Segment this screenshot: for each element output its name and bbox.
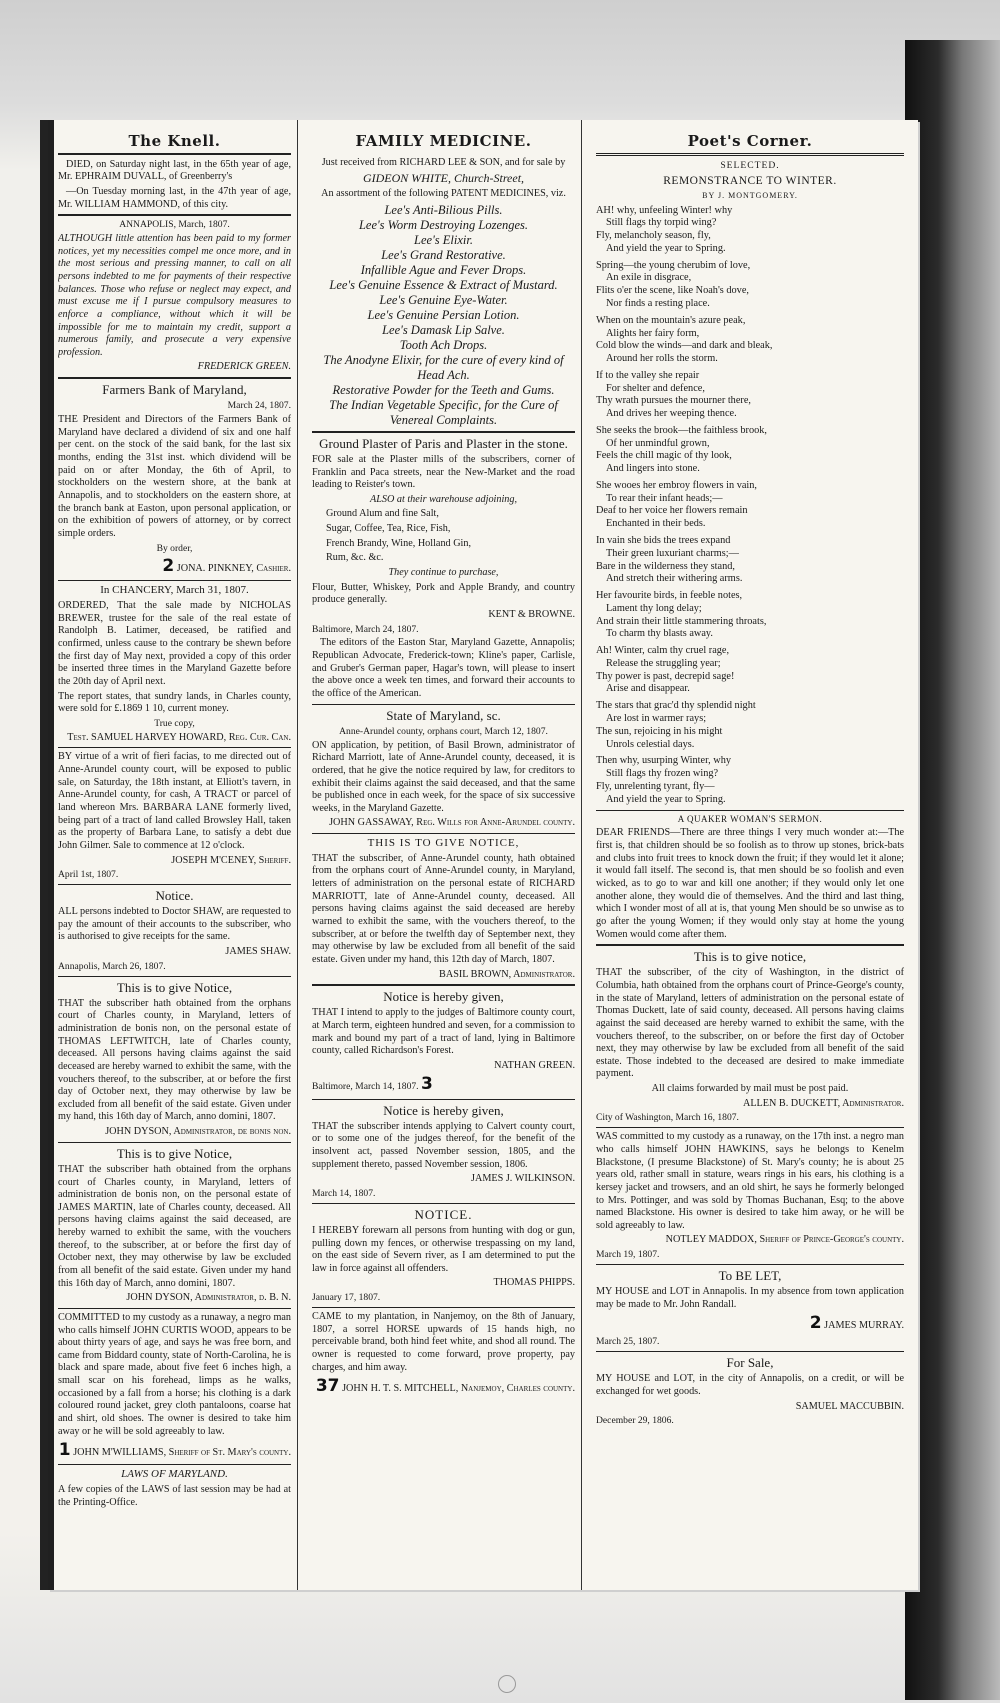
plaster-produce: Flour, Butter, Whiskey, Pork and Apple Brandy, and country produce generally. [312, 581, 575, 606]
divider [312, 1099, 575, 1100]
poem-line: Release the struggling year; [606, 657, 721, 669]
poem-line: Flits o'er the scene, like Noah's dove, [596, 285, 749, 297]
poem-stanza [596, 260, 904, 311]
poem-line: Feels the chill magic of thy look, [596, 450, 732, 462]
poem-byline: BY J. MONTGOMERY. [702, 190, 798, 200]
phipps-date: January 17, 1807. [312, 1292, 381, 1304]
maddox-date: March 19, 1807. [596, 1249, 660, 1261]
plaster-editors: The editors of the Easton Star, Maryland Gazette, Annapolis; Republican Advocate, Frederick-town; Kline's paper, Carlisle, and Gruber's German paper, Hagar's town, will please to insert the above once a week ten times, and forward their accounts to the office of the American. [312, 637, 575, 699]
medicine-item: Lee's Genuine Eye-Water. [379, 292, 508, 307]
green-dateline: ANNAPOLIS, March, 1807. [119, 219, 230, 231]
poem-line: Still flags thy torpid wing? [606, 217, 717, 229]
poem-stanza [596, 755, 904, 806]
phipps-body: I HEREBY forewarn all persons from hunting with dog or gun, pulling down my fences, or otherwise trespassing on my land, on the east side of Severn river, as I am determined to put the law in force against all offenders. [312, 1224, 575, 1274]
fieri-date: April 1st, 1807. [58, 869, 119, 881]
ink-mark: 37 [315, 1376, 340, 1397]
medicine-item: Lee's Elixir. [414, 232, 473, 247]
divider [312, 1203, 575, 1204]
nathan-green-body: THAT I intend to apply to the judges of Baltimore county court, at March term, eighteen hundred and seven, for a commission to mark and bound my part of a tract of land, lying in Baltimore county, called Richardson's Forest. [312, 1007, 575, 1057]
medicine-assortment: An assortment of the following PATENT MEDICINES, viz. [321, 188, 566, 200]
poem-line: Nor finds a resting place. [606, 298, 710, 309]
poem-line: And yield the year to Spring. [606, 242, 726, 254]
poem-line: To rear their infant heads;— [606, 492, 723, 504]
poets-corner-masthead: Poet's Corner. [596, 132, 904, 156]
maccubbin-body: MY HOUSE and LOT, in the city of Annapolis, on a credit, or will be exchanged for wet goods. [596, 1373, 904, 1398]
green-signature: FREDERICK GREEN. [197, 361, 291, 373]
plaster-purchase: They continue to purchase, [388, 566, 499, 578]
divider [58, 1142, 291, 1143]
poem-line: Alights her fairy form, [606, 327, 700, 339]
plaster-good: Sugar, Coffee, Tea, Rice, Fish, [326, 523, 451, 535]
column-right [590, 120, 908, 1590]
poem-line: Cold blow the winds—and dark and bleak, [596, 340, 773, 352]
newspaper-page [48, 120, 918, 1590]
poem-line: And lingers into stone. [606, 463, 700, 475]
wilkinson-title: Notice is hereby given, [383, 1102, 504, 1118]
maccubbin-signature: SAMUEL MACCUBBIN. [795, 1400, 904, 1412]
poem-line: Her favourite birds, in feeble notes, [596, 590, 743, 602]
committed-signature: 1 JOHN M'WILLIAMS, Sheriff of St. Mary's county. [58, 1440, 291, 1461]
plaster-body: FOR sale at the Plaster mills of the subscribers, corner of Franklin and Paca streets, near the New-Market and the road leading to Reister's town. [312, 453, 575, 491]
poem-line: To charm thy blasts away. [606, 628, 713, 640]
green-notice-body: ALTHOUGH little attention has been paid to my former notices, yet my necessities compel me once more, and in the most serious and pressing manner, to call on all persons indebted to me for payments of their respective balances. Those who refuse or neglect may expect, and must excuse me if I pursue compulsory measures to enforce a compliance, without which it will be impossible for me to maintain my credit, support a numerous family, and prosecute a very expensive profession. [58, 233, 291, 358]
marriott-body: THAT the subscriber, of Anne-Arundel county, hath obtained from the orphans court of Anne-Arundel county, in Maryland, letters of administration on the personal estate of RICHARD MARRIOTT, late of Anne-Arundel county, deceased. All persons having claims against the said deceased are hereby warned to exhibit the same, with the vouchers thereof, to the subscriber, at or before the twelfth day of September next, they may otherwise by law be excluded from all benefit of the said estate. Given under my hand, this 12th day of March, 1807. [312, 852, 575, 965]
poem-line: And strain their little stammering throats, [596, 615, 767, 627]
poem-line: Lament thy long delay; [606, 602, 702, 614]
phipps-signature: THOMAS PHIPPS. [493, 1277, 575, 1289]
duckett-title: This is to give notice, [693, 949, 807, 965]
duckett-date: City of Washington, March 16, 1807. [596, 1112, 739, 1124]
divider [58, 747, 291, 748]
plaster-title: Ground Plaster of Paris and Plaster in the stone. [319, 435, 568, 451]
chancery-signature: Test. SAMUEL HARVEY HOWARD, Reg. Cur. Can. [67, 731, 291, 743]
leftwitch-signature: JOHN DYSON, Administrator, de bonis non. [105, 1126, 291, 1138]
poem-line: The stars that grac'd thy splendid night [596, 700, 756, 712]
poem-line: Are lost in warmer rays; [606, 712, 707, 724]
divider [58, 1464, 291, 1465]
wilkinson-date: March 14, 1807. [312, 1187, 376, 1199]
scan-dot [498, 1675, 516, 1693]
poem-line: And stretch their withering arms. [606, 573, 743, 585]
poem-line: Thy wrath pursues the mourner there, [596, 395, 751, 407]
divider [596, 810, 904, 811]
poem-stanza [596, 700, 904, 751]
divider [58, 214, 291, 216]
divider [596, 1127, 904, 1128]
wilkinson-body: THAT the subscriber intends applying to Calvert county court, or to some one of the judges thereof, for the benefit of the insolvent act, passed November session, 1805, and the supplement thereto, passed November session, 1806. [312, 1120, 575, 1170]
mitchell-body: CAME to my plantation, in Nanjemoy, on the 8th of January, 1807, a sorrel HORSE upwards of 15 hands high, no perceivable brand, both hind feet white, and shod all round. The owner is requested to come forward, prove property, pay charges, and him away. [312, 1310, 575, 1373]
poem-line: Around her rolls the storm. [606, 353, 718, 365]
medicine-item: Lee's Genuine Persian Lotion. [367, 307, 520, 322]
committed-body: COMMITTED to my custody as a runaway, a negro man who calls himself JOHN CURTIS WOOD, appears to be about thirty years of age, and says he was free born, and came from Biddard county, state of North-Carolina, he is black and spare made, about five feet 6 inches high, a small scar on his forehead, limps as he walks, occasioned by a fall from a horse; his clothing is a dark coloured round jacket, grey cloth pantaloons, coarse hat and shirt, old shoes. The owner is desired to take him away or he will be sold agreeably to law. [58, 1311, 291, 1437]
maddox-signature: NOTLEY MADDOX, Sheriff of Prince-George's county. [665, 1234, 904, 1246]
bank-date: March 24, 1807. [227, 400, 291, 412]
poem-line: Still flags thy frozen wing? [606, 768, 719, 780]
poem-line: In vain she bids the trees expand [596, 535, 731, 547]
poem-line: Arise and disappear. [606, 683, 690, 695]
maddox-body: WAS committed to my custody as a runaway, on the 17th inst. a negro man who calls himself JOHN HAWKINS, says he belongs to Kenelm Blackstone, (I presume Blackstone) of St. Mary's county; he is about 25 years old, rather small in stature, wears rings in his ears, his clothing is a kersey jacket and trowsers, and an old shirt, he says he formerly belonged to Mrs. Pottinger, and was sold by Thomas Buchanan, Esq; to the above named Blackstone. His owner is desired to take him away, or he will be sold agreeably to law. [596, 1131, 904, 1231]
shaw-signature: JAMES SHAW. [225, 946, 291, 958]
murray-signature: 2 JAMES MURRAY. [809, 1313, 904, 1334]
state-signature: JOHN GASSAWAY, Reg. Wills for Anne-Arundel county. [329, 817, 575, 829]
shaw-body: ALL persons indebted to Doctor SHAW, are requested to pay the amount of their accounts to the subscriber, who is authorised to give receipts for the same. [58, 906, 291, 943]
death-notice: DIED, on Saturday night last, in the 65th year of age, Mr. EPHRAIM DUVALL, of Greenberry's [58, 158, 291, 183]
poem-line: Then why, usurping Winter, why [596, 755, 732, 767]
leftwitch-body: THAT the subscriber hath obtained from the orphans court of Charles county, in Maryland, letters of administration de bonis non, on the personal estate of THOMAS LEFTWITCH, late of Charles county, deceased. All persons having claims against the said deceased are hereby warned to exhibit the same, with the vouchers thereof, to the subscriber, at or before the first day of October next, they may otherwise by law be excluded from all benefit of the said estate. Given under my hand, this 16th day of March, anno domini, 1807. [58, 997, 291, 1123]
divider [312, 431, 575, 433]
divider [596, 1264, 904, 1265]
poem-line: And yield the year to Spring. [606, 793, 726, 805]
medicine-item: Lee's Worm Destroying Lozenges. [358, 217, 529, 232]
divider [58, 884, 291, 885]
plaster-good: Rum, &c. &c. [326, 552, 384, 564]
shaw-title: Notice. [155, 888, 194, 904]
poem-line: Enchanted in their beds. [606, 518, 706, 530]
poem-line: Unrols celestial days. [606, 738, 695, 750]
poem-line: Fly, unrelenting tyrant, fly— [596, 780, 715, 792]
poem-line: Thy power is past, decrepid sage! [596, 670, 735, 682]
knell-masthead: The Knell. [58, 132, 291, 155]
duckett-body: THAT the subscriber, of the city of Washington, in the district of Columbia, hath obtained from the orphans court of Prince-George's county, in the state of Maryland, letters of administration on the personal estate of Thomas Duckett, late of said county, deceased. All persons having claims against the said deceased are hereby warned to exhibit the same, with the vouchers thereof, to the subscriber, on or before the first day of October next, they may otherwise by law be excluded from all benefit of the said estate. Those indebted to the deceased are desired to make immediate payment. [596, 967, 904, 1080]
poem-title: REMONSTRANCE TO WINTER. [663, 175, 837, 188]
maccubbin-date: December 29, 1806. [596, 1415, 674, 1427]
poem-line: Of her unmindful grown, [606, 437, 710, 449]
state-body: ON application, by petition, of Basil Brown, administrator of Richard Marriott, late of Anne-Arundel county, deceased, it is ordered, that he give the notice required by law, for creditors to exhibit their claims against the said deceased, and that the same be published once in each week, for the space of six successive weeks, in the Maryland Gazette. [312, 739, 575, 814]
nathan-green-title: Notice is hereby given, [383, 989, 504, 1005]
ink-mark: 3 [420, 1074, 433, 1095]
plaster-good: French Brandy, Wine, Holland Gin, [326, 537, 472, 549]
murray-body: MY HOUSE and LOT in Annapolis. In my absence from town application may be made to Mr. John Randall. [596, 1286, 904, 1310]
poem-line: If to the valley she repair [596, 369, 700, 381]
martin-body: THAT the subscriber hath obtained from the orphans court of Charles county, in Maryland, letters of administration de bonis non, on the personal estate of JAMES MARTIN, late of Charles county, deceased. All persons having claims against the said deceased, are hereby warned to exhibit the same, with the vouchers thereof, to the subscriber, at or before the first day of October next, they may otherwise by law be excluded from all benefit of the said estate. Given under my hand this 16th day of March, anno domini, 1807. [58, 1163, 291, 1289]
column-middle [306, 120, 582, 1590]
shaw-date: Annapolis, March 26, 1807. [58, 960, 166, 972]
duckett-signature: ALLEN B. DUCKETT, Administrator. [742, 1097, 904, 1109]
poem-stanza [596, 535, 904, 586]
fieri-body: BY virtue of a writ of fieri facias, to me directed out of Anne-Arundel county court, will be exposed to public sale, on Saturday, the 18th instant, at Elliott's tavern, in Anne-Arundel county, for cash, A TRACT or parcel of land whereon Mrs. BARBARA LANE formerly lived, being part of a tract of land called Browsley Hall, taken as the property of Barbara Lane, to satisfy a debt due John Gilmer. Sale to commence at 12 o'clock. [58, 751, 291, 851]
poem-stanza [596, 370, 904, 421]
ink-mark: 2 [809, 1313, 822, 1334]
divider [58, 580, 291, 581]
medicine-seller: GIDEON WHITE, Church-Street, [362, 171, 525, 186]
chancery-report: The report states, that sundry lands, in Charles county, were sold for £.1869 1 10, current money. [58, 690, 291, 715]
poem-line: Deaf to her voice her flowers remain [596, 505, 748, 517]
nathan-green-signature: NATHAN GREEN. [494, 1059, 575, 1071]
medicine-item: The Indian Vegetable Specific, for the Cure of Venereal Complaints. [329, 397, 558, 427]
poem-line: Their green luxuriant charms;— [606, 547, 739, 559]
nathan-green-date: Baltimore, March 14, 1807. 3 [312, 1074, 433, 1095]
wilkinson-signature: JAMES J. WILKINSON. [471, 1173, 575, 1185]
poem-line: And drives her weeping thence. [606, 408, 737, 420]
poem [596, 205, 904, 807]
state-title: State of Maryland, sc. [386, 707, 501, 723]
divider [312, 1307, 575, 1308]
divider [312, 984, 575, 986]
family-medicine-masthead: FAMILY MEDICINE. [355, 132, 532, 150]
medicine-item: Lee's Genuine Essence & Extract of Mustard. [329, 277, 558, 292]
book-spine [905, 40, 1000, 1700]
marriott-title: THIS IS TO GIVE NOTICE, [367, 837, 520, 850]
sermon-title: A QUAKER WOMAN'S SERMON. [677, 814, 823, 825]
bank-by-order: By order, [156, 542, 193, 554]
divider [58, 377, 291, 379]
chancery-true-copy: True copy, [154, 717, 195, 729]
poem-stanza [596, 315, 904, 366]
plaster-signature: KENT & BROWNE. [488, 608, 575, 620]
poem-stanza [596, 205, 904, 256]
medicine-item: The Anodyne Elixir, for the cure of every kind of Head Ach. [323, 352, 564, 382]
plaster-date: Baltimore, March 24, 1807. [312, 623, 419, 635]
poem-line: Bare in the wilderness they stand, [596, 560, 735, 572]
poem-stanza [596, 590, 904, 641]
selected-label: SELECTED. [720, 159, 780, 171]
poem-line: Spring—the young cherubim of love, [596, 259, 751, 271]
medicine-intro: Just received from RICHARD LEE & SON, and for sale by [321, 156, 566, 168]
chancery-title: In CHANCERY, March 31, 1807. [100, 584, 249, 597]
medicine-item: Tooth Ach Drops. [399, 337, 488, 352]
medicine-item: Infallible Ague and Fever Drops. [360, 262, 527, 277]
duckett-claims: All claims forwarded by mail must be post paid. [651, 1083, 849, 1095]
medicine-item: Lee's Damask Lip Salve. [382, 322, 505, 337]
bank-signature: 2 JONA. PINKNEY, Cashier. [162, 556, 291, 577]
poem-stanza [596, 645, 904, 696]
poem-line: For shelter and defence, [606, 382, 705, 394]
poem-line: When on the mountain's azure peak, [596, 314, 746, 326]
divider [596, 1351, 904, 1352]
laws-title: LAWS OF MARYLAND. [121, 1468, 228, 1481]
poem-stanza [596, 425, 904, 476]
plaster-good: Ground Alum and fine Salt, [326, 508, 439, 520]
ink-mark: 1 [58, 1440, 71, 1461]
medicine-list [312, 203, 575, 428]
divider [312, 833, 575, 834]
poem-line: The sun, rejoicing in his might [596, 725, 723, 737]
poem-line: Fly, melancholy season, fly, [596, 230, 711, 242]
poem-line: Ah! Winter, calm thy cruel rage, [596, 645, 730, 657]
divider [58, 1308, 291, 1309]
death-notice: —On Tuesday morning last, in the 47th year of age, Mr. WILLIAM HAMMOND, of this city. [58, 185, 291, 210]
sermon-body: DEAR FRIENDS—There are three things I very much wonder at:—The first is, that children should be so foolish as to throw up stones, brick-bats and clubs into fruit trees to knock down the fruit; if they would let it alone; it would fall itself. The second is, that men should be so foolish and even wicked, as to go to war and kill one another; if they would only let one another alone, they would die of themselves. And the third and last thing, which I wonder most of all at is, that young Men should be so unwise as to go after the young Women; if they would only stay at home the young Women would come after them. [596, 827, 904, 940]
medicine-item: Restorative Powder for the Teeth and Gums. [332, 382, 555, 397]
state-dateline: Anne-Arundel county, orphans court, March 12, 1807. [339, 725, 548, 737]
bank-body: THE President and Directors of the Farmers Bank of Maryland have declared a dividend of six and one half per cent. on the stock of the said bank, for the last six months, ending the 31st inst. which dividend will be paid on or after Monday, the 6th of April, to stockholders on the western shore, at the bank at Annapolis, and to stockholders on the eastern shore, at the branch bank at Easton, upon personal application, or on the exhibition of powers of attorney, or by correct simple orders. [58, 414, 291, 539]
medicine-item: Lee's Anti-Bilious Pills. [384, 202, 503, 217]
laws-body: A few copies of the LAWS of last session may be had at the Printing-Office. [58, 1484, 291, 1508]
poem-line: She seeks the brook—the faithless brook, [596, 424, 768, 436]
ink-mark: 2 [162, 556, 175, 577]
poem-stanza [596, 480, 904, 531]
chancery-body: ORDERED, That the sale made by NICHOLAS BREWER, trustee for the sale of the real estate of Randolph B. Latimer, deceased, be ratified and confirmed, unless cause to the contrary be shewn before the first day of May next, provided a copy of this order be inserted three times in the Maryland Gazette before the 20th day of April next. [58, 600, 291, 687]
murray-title: To BE LET, [718, 1267, 782, 1283]
murray-date: March 25, 1807. [596, 1336, 660, 1348]
martin-title: This is to give Notice, [116, 1145, 233, 1161]
poem-line: She wooes her embroy flowers in vain, [596, 479, 757, 491]
mitchell-signature: 37 JOHN H. T. S. MITCHELL, Nanjemoy, Charles county. [315, 1376, 575, 1397]
divider [312, 704, 575, 705]
maccubbin-title: For Sale, [726, 1355, 774, 1371]
bank-title: Farmers Bank of Maryland, [102, 382, 247, 398]
divider [58, 976, 291, 977]
fieri-signature: JOSEPH M'CENEY, Sheriff. [171, 854, 291, 866]
poem-line: AH! why, unfeeling Winter! why [596, 204, 733, 216]
column-left [58, 120, 298, 1590]
phipps-title: NOTICE. [414, 1206, 473, 1222]
divider [596, 944, 904, 946]
plaster-also: ALSO at their warehouse adjoining, [369, 493, 518, 505]
medicine-item: Lee's Grand Restorative. [381, 247, 506, 262]
leftwitch-title: This is to give Notice, [116, 979, 233, 995]
martin-signature: JOHN DYSON, Administrator, d. B. N. [126, 1292, 291, 1304]
marriott-signature: BASIL BROWN, Administrator. [439, 968, 575, 980]
poem-line: An exile in disgrace, [606, 272, 692, 284]
